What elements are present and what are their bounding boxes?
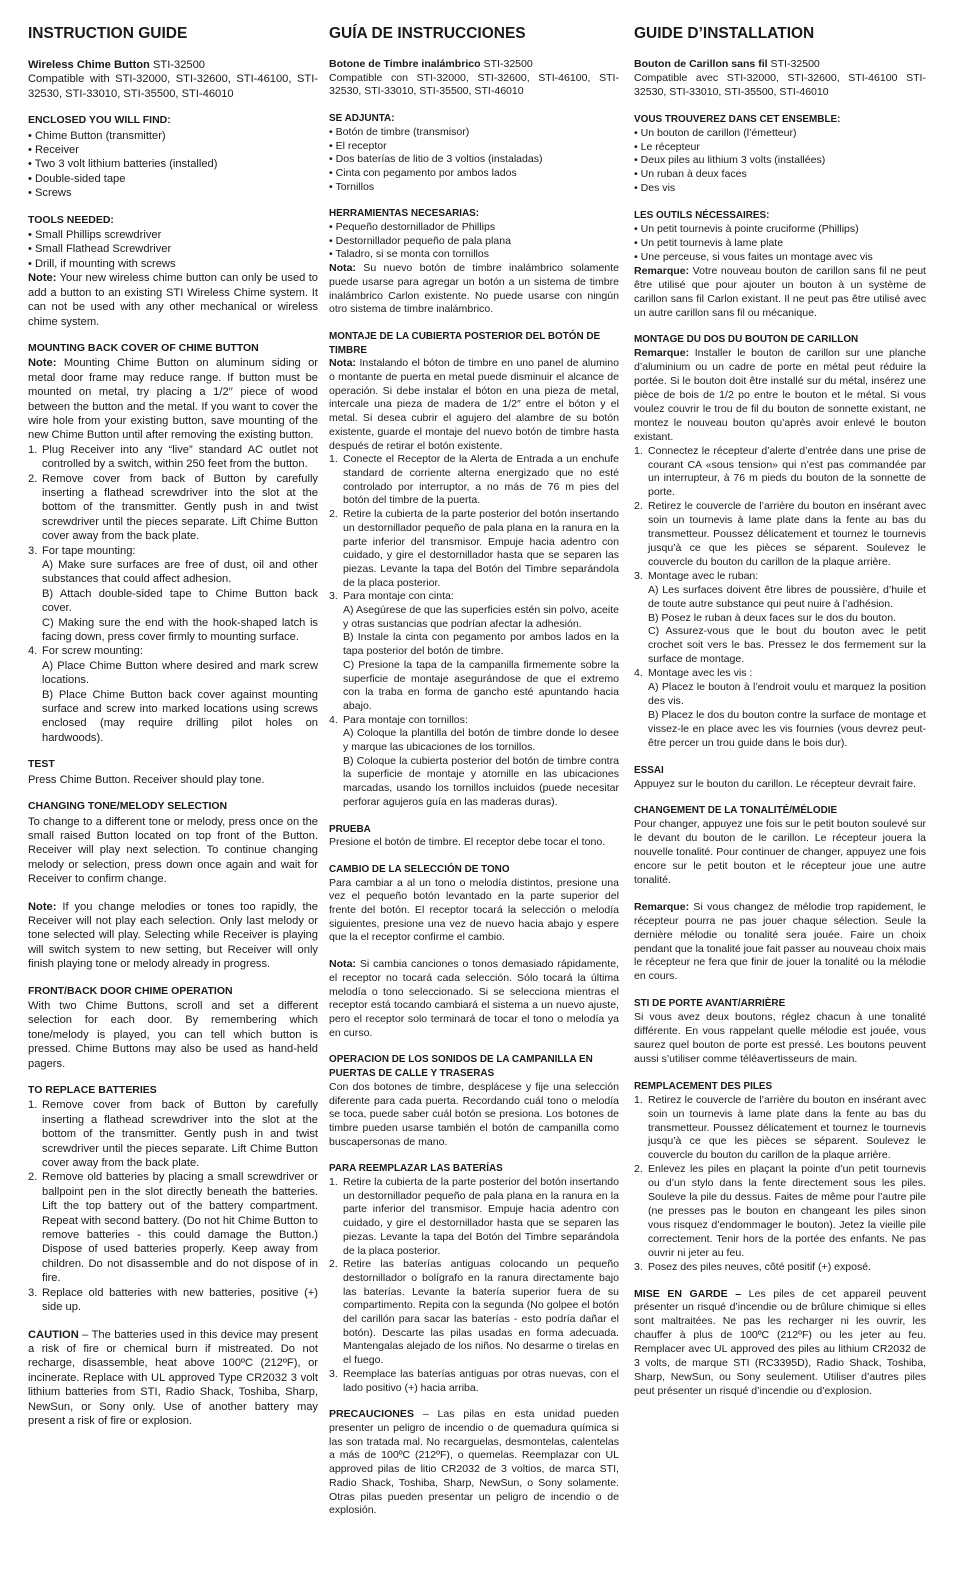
screw-substeps: [648, 681, 926, 751]
section-heading: OPERACION DE LOS SONIDOS DE LA CAMPANILLA EN PUERTAS DE CALLE Y TRASERAS: [329, 1054, 593, 1080]
step-number: 1.: [28, 1099, 38, 1112]
step-item: [634, 1163, 926, 1260]
note-text: If you change melodies or tones too rapidly, the Receiver will not play each selection. Only last melody or tone selected will play. Selecting while Receiver is playing will switch system to new setting, but Receiver will only finish playing tone or melody already in progress.: [28, 900, 318, 971]
step-number: 3.: [329, 590, 338, 603]
enclosed-section: [28, 114, 318, 200]
substep: B) Coloque la cubierta posterior del botón de timbre contra la superficie de montaje y atornille en las ubicaciones marcadas, usando los tornillos incluidos (puede necesitar perforar agujeros guía en las maderas duras).: [343, 754, 619, 808]
caution-section: [28, 1328, 318, 1429]
tone-section: [329, 863, 619, 1040]
list-item: • Destornillador pequeño de pala plana: [329, 235, 619, 249]
step-item: [634, 667, 926, 750]
guide-title: GUÍA DE INSTRUCCIONES: [329, 25, 526, 42]
caution-paragraph: [28, 1328, 318, 1429]
screw-substeps: [343, 727, 619, 809]
guide-title: INSTRUCTION GUIDE: [28, 25, 188, 42]
section-heading: HERRAMIENTAS NECESARIAS:: [329, 208, 480, 220]
caution-paragraph: [329, 1408, 619, 1518]
enclosed-list: [28, 129, 318, 201]
note-text: Mounting Chime Button on aluminum siding or metal door frame may reduce range. If button must be mounted on metal, try placing a 1/2′′ piece of wood between the button and the metal. If you want to cover the wire hole from your existing button, save mounting of the new Chime Button until after removing the existing button.: [28, 357, 318, 442]
substep: A) Les surfaces doivent être libres de poussière, d’huile et de toute autre substance qui peut nuire à l’adhésion.: [648, 583, 926, 610]
step-number: 2.: [329, 1258, 338, 1271]
step-item: [329, 508, 619, 590]
note-paragraph: [329, 958, 619, 1040]
section-heading: MONTAGE DU DOS DU BOUTON DE CARILLON: [634, 334, 859, 346]
list-item: • Small Phillips screwdriver: [28, 228, 318, 242]
step-item: [329, 714, 619, 810]
note-paragraph: [28, 271, 318, 329]
caution-section: [329, 1408, 619, 1518]
tape-substeps: [343, 604, 619, 714]
list-item: • Double-sided tape: [28, 172, 318, 186]
step-number: 1.: [634, 444, 643, 457]
list-item: • Dos baterías de litio de 3 voltios (instaladas): [329, 153, 619, 167]
screw-substeps: [42, 659, 318, 745]
step-item: [329, 453, 619, 508]
step-item: [28, 1170, 318, 1285]
step-text: Para montaje con cinta:: [343, 590, 454, 603]
step-item: [329, 1176, 619, 1258]
section-heading: TEST: [28, 759, 55, 771]
tools-section: [634, 209, 926, 320]
step-item: [634, 445, 926, 501]
product-info: [329, 58, 619, 99]
step-item: [28, 644, 318, 745]
product-info: [28, 58, 318, 101]
substep: A) Asegúrese de que las superficies estén sin polvo, aceite y otras sustancias que podrían afectar la adhesión.: [343, 604, 619, 630]
caution-label: MISE EN GARDE –: [634, 1287, 742, 1300]
substep: C) Assurez-vous que le bout du bouton avec le petit crochet soit vers le bas. Pressez le dos fermement sur la surface de montage.: [648, 625, 926, 666]
enclosed-section: [634, 113, 926, 196]
column-english: [28, 22, 318, 1428]
note-text: Instalando el bóton de timbre en uno panel de alumino o montante de puerta en metal puede disminuir el alcance de operación. Si debe instalar el bóton en una pieza de metal, intercale una pieza de madera de 1/2″ entre el bóton y el metal. Si desea cubrir el agujero del alambre de su botón existente, guarde el montaje del nuevo botón de timbre hasta después de retirar el botón existente.: [329, 357, 619, 452]
list-item: • Pequeño destornillador de Phillips: [329, 221, 619, 235]
step-text: Remove cover from back of Button by carefully inserting a flathead screwdriver into the slot at the bottom of the transmitter. Gently push in and twist screwdriver until the pieces separate. Lift Chime Button cover away from the back plate.: [42, 472, 318, 543]
note-text: Si cambia canciones o tonos demasiado rápidamente, el receptor no tocará cada selección. Sólo tocará la última melodía o tono seleccionado. Si se selecciona mientras el receptor está tocando cambiará el sistema a un nuevo ajuste, pero el receptor solo terminará de tocar el tono o melodía ya en curso.: [329, 958, 619, 1039]
tools-list: [28, 228, 318, 271]
section-heading: CHANGING TONE/MELODY SELECTION: [28, 801, 228, 813]
section-heading: STI DE PORTE AVANT/ARRIÈRE: [634, 998, 786, 1010]
step-text: Remove cover from back of Button by carefully inserting a flathead screwdriver into the slot at the bottom of the transmitter. Gently push in and twist screwdriver until the pieces separate. Lift Chime Button cover away from the back plate.: [42, 1099, 318, 1170]
batteries-section: [329, 1162, 619, 1395]
note-label: Nota:: [329, 958, 356, 971]
front-back-text: With two Chime Buttons, scroll and set a different selection for each door. By remembering which tone/melody is played, you can tell which button is pressed. Chime Buttons may also be used as hand-held pagers.: [28, 999, 318, 1070]
section-heading: CHANGEMENT DE LA TONALITÉ/MÉLODIE: [634, 805, 838, 817]
step-item: [634, 1261, 926, 1275]
step-text: Posez des piles neuves, côté positif (+) exposé.: [648, 1260, 872, 1273]
note-text: Si vous changez de mélodie trop rapidement, le récepteur pourra ne pas jouer chaque sélection. Seule la dernière mélodie ou tonalité sera jouée. Faire un choix pendant que la tonalité joue fait passer au nouveau choix mais le récepteur ne fera que finir de jouer la tonalité ou la mélodie en cours.: [634, 900, 926, 983]
step-item: [634, 500, 926, 570]
list-item: • Un petit tournevis à lame plate: [634, 237, 926, 251]
column-spanish: [329, 22, 619, 1518]
step-item: [28, 544, 318, 645]
note-label: Remarque:: [634, 264, 690, 277]
mounting-section: [28, 342, 318, 745]
step-text: Enlevez les piles en plaçant la pointe d’un petit tournevis ou d’un stylo dans la fente directement sous les piles. Souleve la pile du dessus. Faites de même pour l’autre pile (ne presses pas le bouton en changeant les piles sinon vous risquez d’endommager le bouton). Jetez la vieille pile correctement. Tenir hors de la portée des enfants. Ne pas ouvrir ni jeter au feu.: [648, 1163, 926, 1259]
section-heading: FRONT/BACK DOOR CHIME OPERATION: [28, 985, 233, 997]
step-number: 2.: [28, 472, 38, 485]
step-item: [634, 570, 926, 667]
note-paragraph: [634, 347, 926, 444]
section-heading: VOUS TROUVEREZ DANS CET ENSEMBLE:: [634, 113, 841, 125]
step-number: 1.: [634, 1093, 643, 1106]
product-name: Botone de Timbre inalámbrico: [329, 58, 481, 70]
note-paragraph: [28, 900, 318, 972]
battery-steps: [634, 1094, 926, 1275]
step-number: 4.: [634, 667, 643, 680]
battery-steps: [329, 1176, 619, 1395]
list-item: • Un bouton de carillon (l’émetteur): [634, 127, 926, 141]
step-text: Para montaje con tornillos:: [343, 713, 468, 726]
section-heading: CAMBIO DE LA SELECCIÓN DE TONO: [329, 863, 510, 875]
note-paragraph: [28, 356, 318, 442]
step-number: 2.: [634, 1163, 643, 1176]
mounting-steps: [329, 453, 619, 809]
step-item: [28, 443, 318, 472]
caution-text: – Las pilas en esta unidad pueden presenter un peligro de incendio o de quemadura química si las son tratada mal. No recarguelas, desmontelas, calentelas a más de 100ºC (212ºF), o quemelas. Reemplazar con UL approved pilas de litio CR2032 de 3 voltios, de marca STI, Radio Shack, Toshiba, Sharp, NewSun, o Sony solamente. Otras pilas pueden presentar un peligro de incendio o de explosión.: [329, 1408, 619, 1517]
section-heading: MONTAJE DE LA CUBIERTA POSTERIOR DEL BOTÓN DE TIMBRE: [329, 330, 601, 356]
note-paragraph: [329, 357, 619, 453]
substep: C) Presione la tapa de la campanilla firmemente sobre la superficie de montaje asegurándose de que el extremo con la traba en forma de gancho esté apuntando hacia abajo.: [343, 658, 619, 712]
test-text: Appuyez sur le bouton du carillon. Le récepteur devrait faire.: [634, 777, 917, 790]
tone-text: To change to a different tone or melody, press once on the small raised Button located on top front of the Button. Receiver will play next selection. To continue changing melody or selection, press down once again and wait for Receiver to confirm change.: [28, 815, 318, 886]
step-text: Retirez le couvercle de l’arrière du bouton en insérant avec soin un tournevis à lame plate dans la fente au bas du transmetteur. Poussez délicatement et tournez le tournevis jusqu’à ce que les pièces se séparent. Soulevez le couvercle du bouton du carillon de la plaque arrière.: [648, 1093, 926, 1162]
list-item: • Botón de timbre (transmisor): [329, 126, 619, 140]
step-text: Retire la cubierta de la parte posterior del botón insertando un destornillador pequeño de pala plana en la ranura en la parte inferior del transmisor. Empuje hacia adentro con cuidado, y gire el destornillador hasta que se separen las piezas. Levante la tapa del Botón del Timbre separándola de la placa posterior.: [343, 1176, 619, 1257]
step-text: Conecte el Receptor de la Alerta de Entrada a un enchufe standard de corriente alterna energizado que no esté controlado por interruptor, a no más de 76 m pies del botón del timbre de la puerta.: [343, 453, 619, 507]
list-item: • Two 3 volt lithium batteries (installed): [28, 157, 318, 171]
step-text: For tape mounting:: [42, 544, 136, 557]
step-number: 3.: [634, 1260, 643, 1273]
substep: B) Placez le dos du bouton contre la surface de montage et vissez-le en place avec les vis fournies (vous devrez peut-être percer un trou guide dans le bois dur).: [648, 708, 926, 749]
list-item: • Tornillos: [329, 181, 619, 195]
step-number: 2.: [634, 500, 643, 513]
test-section: [28, 758, 318, 787]
step-number: 4.: [329, 713, 338, 726]
note-text: Your new wireless chime button can only be used to add a button to an existing STI Wireless Chime system. It can not be used with any other mechanical or wireless chime system.: [28, 272, 318, 328]
section-heading: REMPLACEMENT DES PILES: [634, 1080, 773, 1092]
front-back-text: Con dos botones de timbre, desplácese y fije una selección diferente para cada puerta. Recordando cuál tono o melodía se toca, puede saber cuál botón se presiona. Los botones de timbre pueden usarse también el botón de campanilla como buscapersonas de mano.: [329, 1080, 619, 1148]
section-heading: SE ADJUNTA:: [329, 113, 395, 125]
section-heading: ESSAI: [634, 764, 664, 776]
step-item: [329, 1258, 619, 1368]
step-item: [28, 472, 318, 544]
step-text: Montage avec les vis :: [648, 667, 753, 680]
product-name: Wireless Chime Button: [28, 59, 150, 71]
test-text: Press Chime Button. Receiver should play tone.: [28, 773, 265, 786]
guide-title: GUIDE D’INSTALLATION: [634, 25, 815, 42]
product-model: STI-32500: [770, 58, 820, 70]
tools-list: [634, 223, 926, 265]
list-item: • Le récepteur: [634, 141, 926, 155]
substep: B) Place Chime Button back cover against mounting surface and screw into marked locations using screws enclosed (may require drilling pilot holes on hardwoods).: [42, 688, 318, 744]
test-section: [329, 823, 619, 850]
step-number: 1.: [28, 443, 38, 456]
step-number: 2.: [28, 1171, 38, 1184]
step-item: [28, 1098, 318, 1170]
mounting-section: [329, 330, 619, 810]
enclosed-list: [634, 127, 926, 197]
step-text: Retire la cubierta de la parte posterior del botón insertando un destornillador pequeño de pala plana en la ranura en la parte inferior del transmisor. Empuje hacia adentro con cuidado, y gire el destornillador hasta que se separen las piezas. Levante la tapa del Botón del Timbre separándola de la placa posterior.: [343, 508, 619, 589]
list-item: • Drill, if mounting with screws: [28, 257, 318, 271]
step-text: Connectez le récepteur d’alerte d’entrée dans une prise de courant CA «sous tension» qui n’est pas commandée par un interrupteur, à 76 m pieds du bouton de la sonnette de porte.: [648, 444, 926, 499]
step-text: Replace old batteries with new batteries, positive (+) side up.: [42, 1286, 318, 1314]
tone-text: Para cambiar a al un tono o melodía distintos, presione una vez el pequeño botón levantado en la parte superior del frente del botón. El receptor tocará la selección o melodía siguientes, presione una vez de nuevo hacia abajo y espere que la el receptor confirme el cambio.: [329, 876, 619, 944]
caution-label: CAUTION: [28, 1328, 79, 1341]
list-item: • Des vis: [634, 182, 926, 196]
step-number: 4.: [28, 645, 38, 658]
substep: A) Make sure surfaces are free of dust, oil and other substances that could affect adhesion.: [42, 559, 318, 586]
step-number: 3.: [634, 569, 643, 582]
list-item: • Un petit tournevis à pointe cruciforme (Phillips): [634, 223, 926, 237]
product-info: [634, 58, 926, 100]
step-item: [634, 1094, 926, 1164]
note-label: Remarque:: [634, 900, 690, 913]
batteries-section: [28, 1084, 318, 1315]
caution-label: PRECAUCIONES: [329, 1408, 414, 1421]
substep: B) Attach double-sided tape to Chime Button back cover.: [42, 587, 318, 615]
note-text: Installer le bouton de carillon sur une planche d’aluminium ou un cadre de porte en métal peut réduire la portée. Si le bouton doit être installé sur du métal, insérez une pièce de bois de 1/2 po entre le bouton et le métal. Si vous voulez couvrir le trou de fil du bouton de sonnette existant, ne montez le nouveau bouton qu’après avoir enlevé le bouton existant.: [634, 347, 926, 443]
product-name: Bouton de Carillon sans fil: [634, 58, 768, 70]
enclosed-section: [329, 112, 619, 194]
step-item: [329, 1368, 619, 1395]
note-label: Nota:: [329, 262, 356, 275]
note-label: Note:: [28, 900, 57, 913]
product-model: STI-32500: [483, 58, 533, 70]
mounting-steps: [28, 443, 318, 746]
step-text: Remove old batteries by placing a small screwdriver or ballpoint pen in the slot directly beneath the batteries. Lift the top battery out of the battery compartment. Repeat with second battery. (Do not hit Chime Button to remove batteries - this could damage the Button.) Dispose of used batteries properly. Keep away from children. Do not disassemble and do not dispose of in fire.: [42, 1171, 318, 1285]
tone-section: [634, 804, 926, 984]
tools-list: [329, 221, 619, 262]
note-text: Votre nouveau bouton de carillon sans fil ne peut être utilisé que pour ajouter un bouton à un système de carillon sans fil Carlon existant. Il ne peut pas être utilisé avec un autre carillon sans fil ou mécanique.: [634, 264, 926, 319]
section-heading: MOUNTING BACK COVER OF CHIME BUTTON: [28, 342, 259, 354]
note-paragraph: [329, 262, 619, 317]
note-label: Nota:: [329, 357, 356, 370]
front-back-section: [329, 1053, 619, 1149]
list-item: • El receptor: [329, 140, 619, 154]
compatibility-text: Compatible with STI-32000, STI-32600, STI-46100, STI-32530, STI-33010, STI-35500, STI-46010: [28, 73, 318, 100]
step-item: [329, 590, 619, 713]
list-item: • Receiver: [28, 143, 318, 157]
tape-substeps: [42, 558, 318, 644]
mounting-section: [634, 333, 926, 750]
note-text: Su nuevo botón de timbre inalámbrico solamente puede usarse para agregar un botón a un sistema de timbre inalámbrico Carlon existente. No puede usarse con ningún otro sistema de timbre inalámbrico.: [329, 262, 619, 316]
section-heading: LES OUTILS NÉCESSAIRES:: [634, 210, 770, 222]
list-item: • Un ruban à deux faces: [634, 168, 926, 182]
compatibility-text: Compatible avec STI-32000, STI-32600, STI-46100 STI-32530, STI-33010, STI-35500, STI-46010: [634, 71, 926, 98]
step-item: [28, 1286, 318, 1315]
test-text: Presione el botón de timbre. El receptor debe tocar el tono.: [329, 836, 606, 849]
tools-section: [28, 214, 318, 329]
product-model: STI-32500: [152, 59, 205, 71]
tape-substeps: [648, 584, 926, 667]
list-item: • Cinta con pegamento por ambos lados: [329, 167, 619, 181]
list-item: • Taladro, si se monta con tornillos: [329, 248, 619, 262]
substep: C) Making sure the end with the hook-shaped latch is facing down, press cover firmly to mounting surface.: [42, 616, 318, 644]
list-item: • Small Flathead Screwdriver: [28, 242, 318, 256]
compatibility-text: Compatible con STI-32000, STI-32600, STI-46100, STI-32530, STI-33010, STI-35500, STI-46010: [329, 71, 619, 98]
note-label: Note:: [28, 357, 57, 370]
section-heading: TOOLS NEEDED:: [28, 214, 114, 226]
caution-section: [634, 1288, 926, 1399]
substep: A) Coloque la plantilla del botón de timbre donde lo desee y marque las ubicaciones de los tornillos.: [343, 727, 619, 754]
list-item: • Une perceuse, si vous faites un montage avec vis: [634, 251, 926, 265]
tone-section: [28, 800, 318, 971]
note-label: Remarque:: [634, 347, 690, 360]
caution-paragraph: [634, 1288, 926, 1399]
substep: B) Instale la cinta con pegamento por ambos lados en la tapa posterior del botón de timbre.: [343, 631, 619, 658]
note-paragraph: [634, 265, 926, 321]
tone-text: Pour changer, appuyez une fois sur le petit bouton soulevé sur le devant du bouton de le carillon. Le récepteur jouera la nouvelle tonalité. Pour continuer de changer, appuyez une fois encore sur le petit bouton et le récepteur joue une autre tonalité.: [634, 818, 926, 886]
list-item: • Chime Button (transmitter): [28, 129, 318, 143]
section-heading: PARA REEMPLAZAR LAS BATERÍAS: [329, 1163, 503, 1175]
enclosed-list: [329, 126, 619, 195]
substep: A) Placez le bouton à l’endroit voulu et marquez la position des vis.: [648, 681, 926, 707]
step-number: 1.: [329, 453, 338, 466]
front-back-text: Si vous avez deux boutons, réglez chacun à une tonalité différente. En vous rappelant quelle mélodie est jouée, vous saurez quel bouton de porte est pressé. Les boutons peuvent aussi s’utiliser comme téléavertisseurs de main.: [634, 1011, 926, 1065]
front-back-section: [28, 985, 318, 1071]
front-back-section: [634, 997, 926, 1067]
step-number: 3.: [329, 1367, 338, 1380]
list-item: • Screws: [28, 186, 318, 200]
step-number: 2.: [329, 508, 338, 521]
step-number: 3.: [28, 544, 38, 557]
step-text: Reemplace las baterías antiguas por otras nuevas, con el lado positivo (+) hacia arriba.: [343, 1367, 619, 1394]
step-number: 3.: [28, 1286, 38, 1299]
section-heading: TO REPLACE BATTERIES: [28, 1085, 157, 1096]
list-item: • Deux piles au lithium 3 volts (installées): [634, 154, 926, 168]
tools-section: [329, 207, 619, 317]
section-heading: PRUEBA: [329, 823, 371, 835]
step-text: Plug Receiver into any “live” standard AC outlet not controlled by a switch, within 250 feet from the button.: [42, 443, 318, 471]
batteries-section: [634, 1080, 926, 1275]
step-text: Montage avec le ruban:: [648, 569, 759, 582]
note-label: Note:: [28, 272, 57, 285]
substep: A) Place Chime Button where desired and mark screw locations.: [42, 659, 318, 687]
step-text: Retire las baterías antiguas colocando un pequeño destornillador o bolígrafo en la ranura directamente bajo las baterías. Levante la batería superior fuera de su compartimento. Repita con la segunda (No golpee el botón del carillón para sacar las baterías - esto podría dañar el botón). Descarte las pilas usadas en forma adecuada. Mantengalas alejado de los niños. No desarme o tirelas en el fuego.: [343, 1258, 619, 1367]
caution-text: – The batteries used in this device may present a risk of fire or chemical burn if mistreated. Do not recharge, disassemble, heat above 100ºC (212ºF), or incinerate. Replace with UL approved Type CR2032 3 volt lithium batteries from STI, Radio Shack, Toshiba, Sharp, NewSun, or Sony only. Use of another battery may present a risk of fire or explosion.: [28, 1328, 318, 1427]
substep: B) Posez le ruban à deux faces sur le dos du bouton.: [648, 611, 897, 624]
test-section: [634, 764, 926, 792]
section-heading: ENCLOSED YOU WILL FIND:: [28, 115, 171, 127]
mounting-steps: [634, 445, 926, 751]
step-number: 1.: [329, 1176, 338, 1189]
step-text: Retirez le couvercle de l’arrière du bouton en insérant avec soin un tournevis à lame plate dans la fente au bas du transmetteur. Poussez délicatement et tournez le tournevis jusqu’à ce que les pièces se séparent. Soulevez le couvercle du bouton du carillon de la plaque arrière.: [648, 500, 926, 568]
column-french: [634, 22, 926, 1399]
caution-text: Les piles de cet appareil peuvent présenter un risqué d’incendie ou de brûlure chimique si elles sont maltraitées. Ne pas les recharger ni les ouvrir, les chauffer à plus de 100ºC (212ºF) ou les jeter au feu. Remplacer avec UL approved des piles au lithium CR2032 de 3 volts, de marque STI (RC3395D), Radio Shack, Toshiba, Sharp, NewSun, ou Sony seulement. Utiliser d’autres piles peut présenter un risqué d’incendie ou d’explosion.: [634, 1287, 926, 1397]
battery-steps: [28, 1098, 318, 1314]
note-paragraph: [634, 901, 926, 984]
step-text: For screw mounting:: [42, 645, 143, 658]
